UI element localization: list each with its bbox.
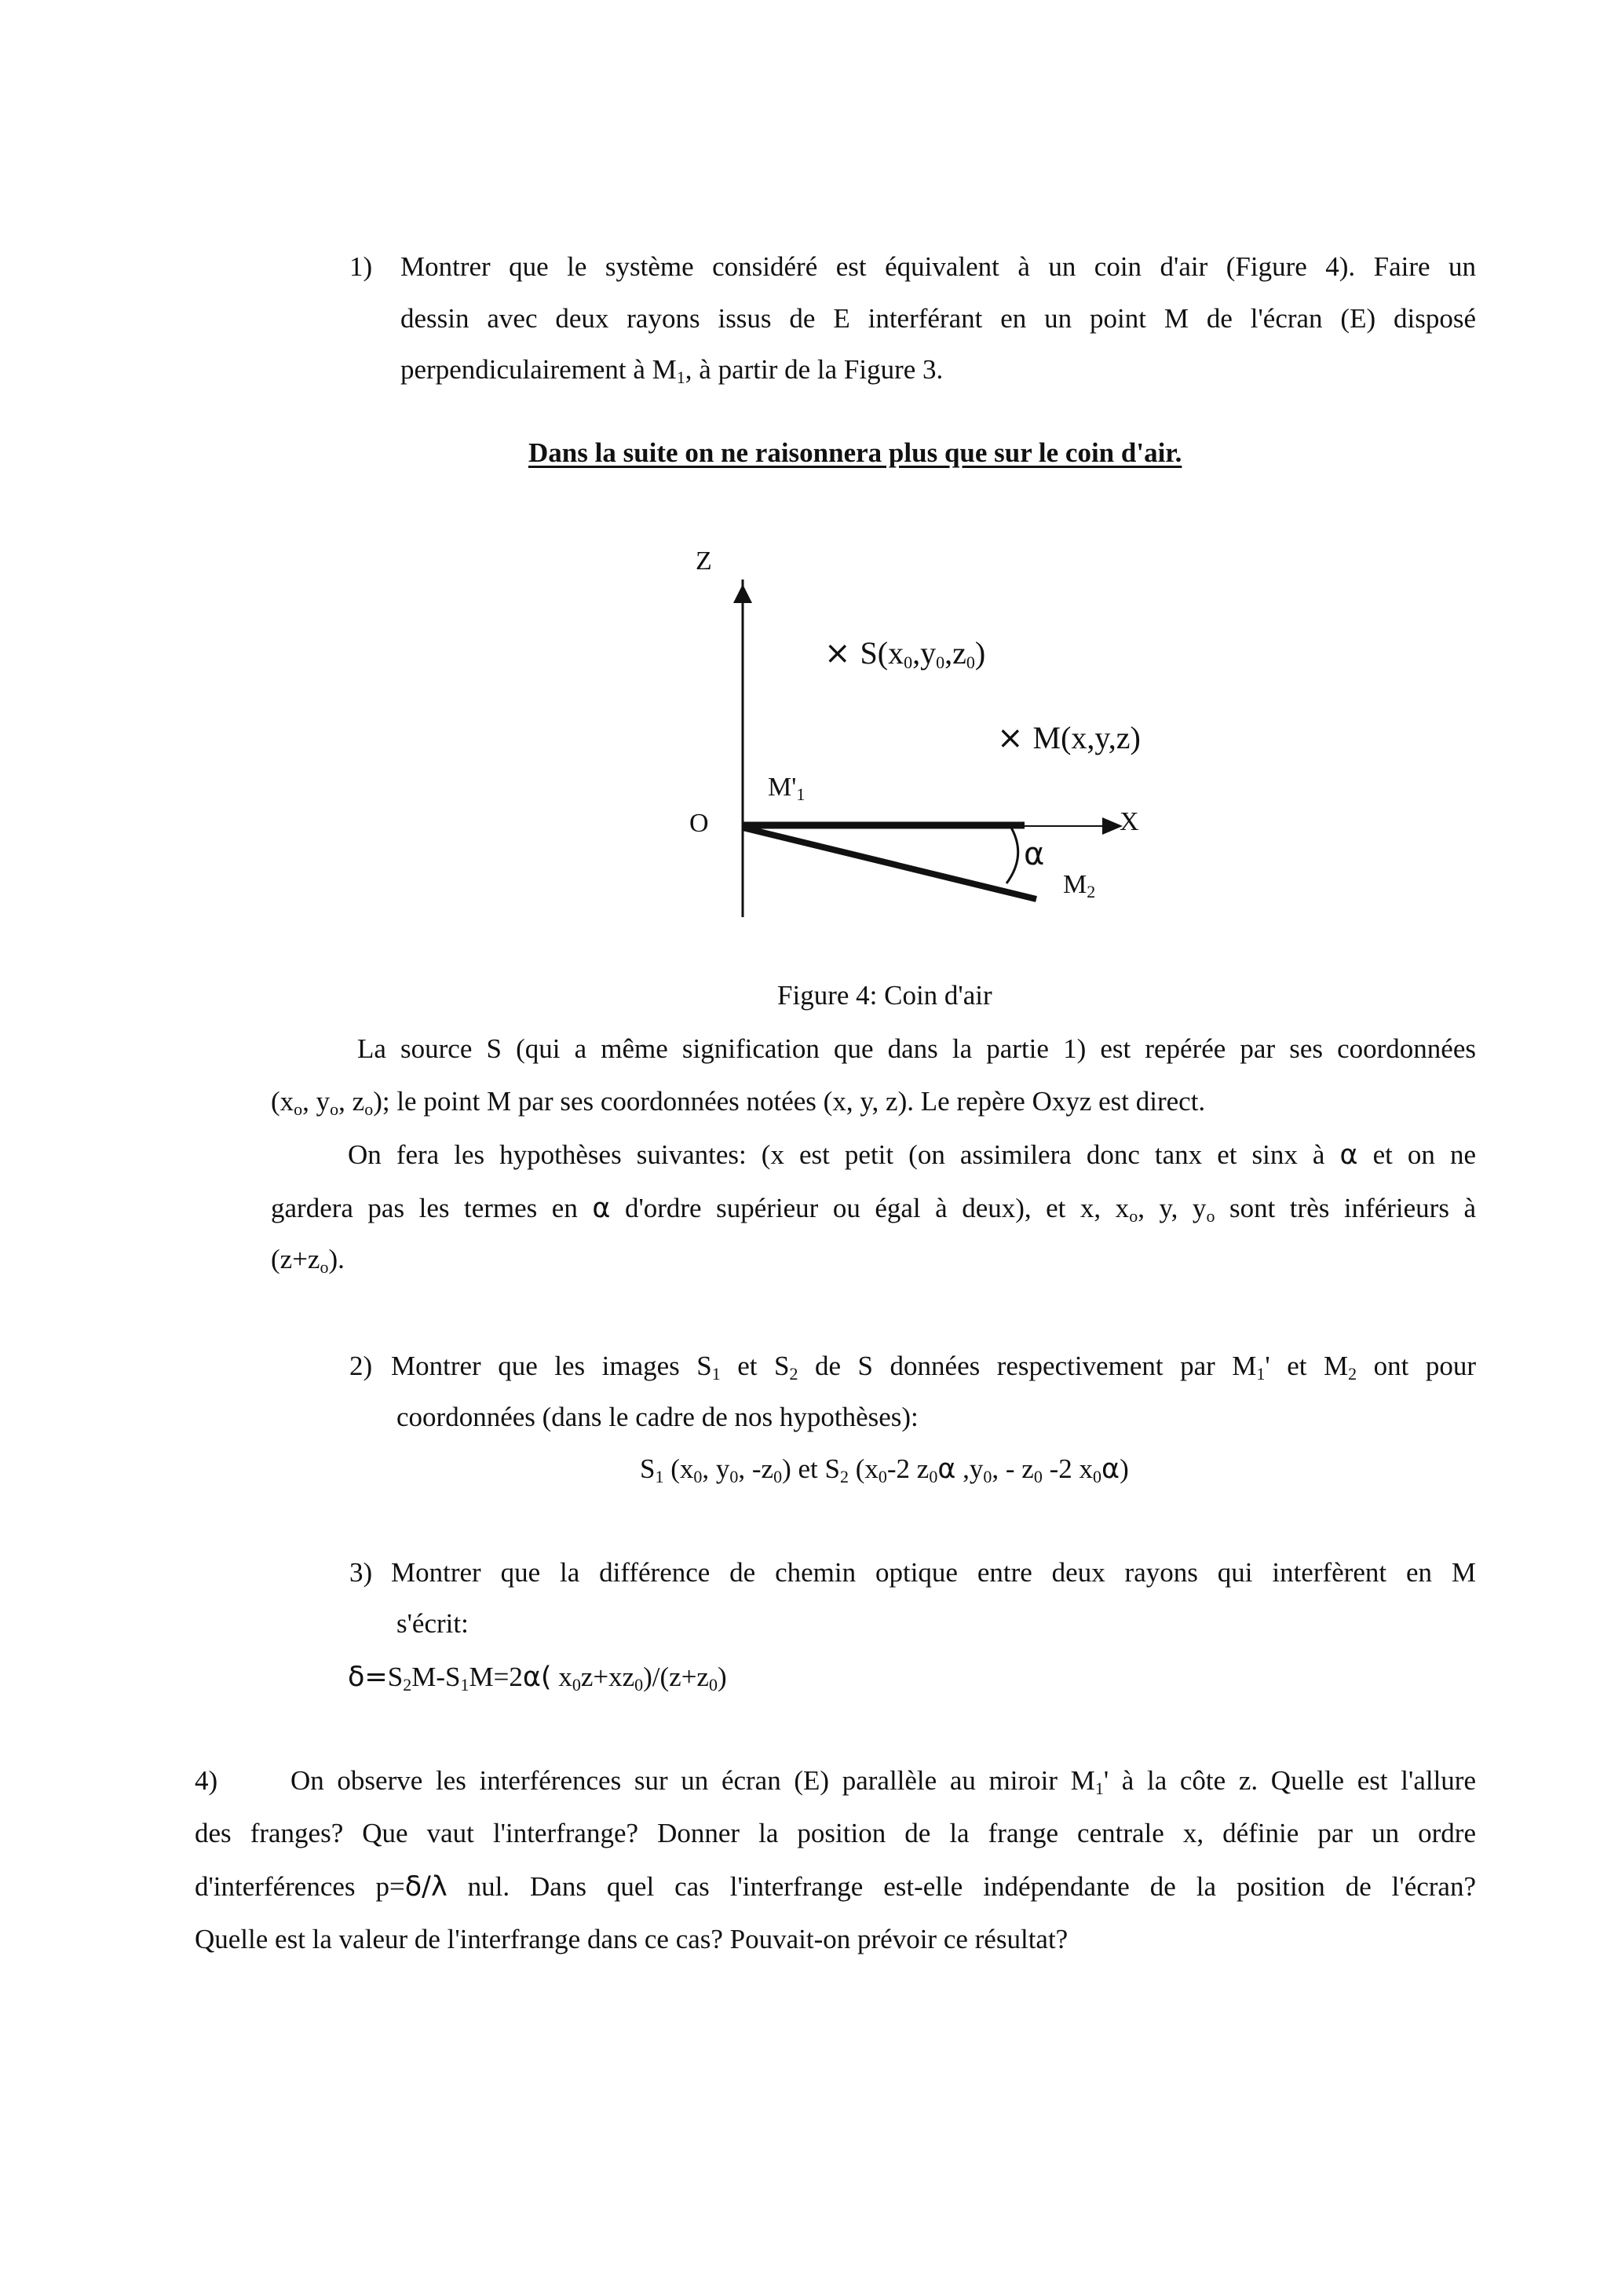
q4-line-1: On observe les interférences sur un écran (E) parallèle au miroir $M_1'$ à la côte z. Quelle est l'allure xyxy=(290,1765,1476,1798)
q3-line-2: s'écrit: xyxy=(396,1608,469,1639)
z-axis-label: Z xyxy=(696,547,712,576)
q2-number: 2) xyxy=(349,1351,373,1381)
figure-diagram xyxy=(675,542,1225,927)
cross-m: × xyxy=(997,720,1024,756)
origin-label: O xyxy=(689,809,709,838)
para2-line-1: On fera les hypothèses suivantes: (x est petit (on assimilera donc tanx et sinx à α et on ne xyxy=(348,1139,1476,1171)
q4-line-2: des franges? Que vaut l'interfrange? Donner la position de la frange centrale x, définie par un ordre xyxy=(195,1818,1476,1848)
q1-line-1: Montrer que le système considéré est équivalent à un coin d'air (Figure 4). Faire un xyxy=(400,251,1476,282)
z-axis-arrow xyxy=(733,584,752,603)
q4-number: 4) xyxy=(195,1765,218,1796)
q3-number: 3) xyxy=(349,1557,373,1588)
q4-line-3: d'interférences p=δ/λ nul. Dans quel cas l'interfrange est-elle indépendante de la position de l'écran? xyxy=(195,1871,1477,1903)
mirror-m1-label: $M'_1$ xyxy=(768,773,806,804)
figure-caption: Figure 4: Coin d'air xyxy=(777,980,992,1011)
x-axis-label: X xyxy=(1120,807,1139,836)
point-s-label: × $S(x_0,y_0,z_0)$ xyxy=(824,635,986,672)
section-heading: Dans la suite on ne raisonnera plus que sur le coin d'air. xyxy=(528,437,1182,468)
mirror-m2 xyxy=(743,828,1036,899)
q3-formula: $\delta=S_2M-S_1M=2\alpha$( $x_0z+xz_0)/(z+z_0)$ xyxy=(348,1662,727,1695)
q4-line-4: Quelle est la valeur de l'interfrange dans ce cas? Pouvait-on prévoir ce résultat? xyxy=(195,1924,1069,1954)
para1-line-1: La source S (qui a même signification que dans la partie 1) est repérée par ses coordonnées xyxy=(357,1033,1476,1064)
para2-line-2: gardera pas les termes en α d'ordre supérieur ou égal à deux), et x, $x_o$, y, $y_o$ sont très inférieurs à xyxy=(271,1193,1477,1226)
alpha-arc xyxy=(1006,828,1018,883)
q2-line-2: coordonnées (dans le cadre de nos hypothèses): xyxy=(396,1402,919,1432)
q1-line-2: dessin avec deux rayons issus de E interférant en un point M de l'écran (E) disposé xyxy=(400,303,1476,334)
q1-line-3: perpendiculairement à $M_1$, à partir de la Figure 3. xyxy=(400,354,944,387)
mirror-m2-label: $M_2$ xyxy=(1063,870,1096,901)
q2-formula: $S_1$ ($x_0$, $y_0$, $-z_0$) et $S_2$ ($x_0-2$ $z_0\alpha$ $,y_0$, - $z_0$ -2 $x_0\alpha$) xyxy=(640,1453,1129,1486)
para2-line-3: $(z+z_o)$. xyxy=(271,1244,345,1277)
q2-line-1: Montrer que les images $S_1$ et $S_2$ de S données respectivement par $M_1'$ et $M_2$ ont pour xyxy=(391,1351,1477,1384)
para1-line-2: ($x_o$, $y_o$, $z_o$); le point M par ses coordonnées notées (x, y, z). Le repère Oxyz est direct. xyxy=(271,1086,1206,1119)
alpha-label: α xyxy=(1024,836,1045,872)
q1-number: 1) xyxy=(349,251,373,282)
q3-line-1: Montrer que la différence de chemin optique entre deux rayons qui interfèrent en M xyxy=(391,1557,1476,1588)
point-m-label: × M(x,y,z) xyxy=(997,720,1141,756)
air-wedge-figure xyxy=(675,542,1225,927)
cross-s: × xyxy=(824,635,851,671)
